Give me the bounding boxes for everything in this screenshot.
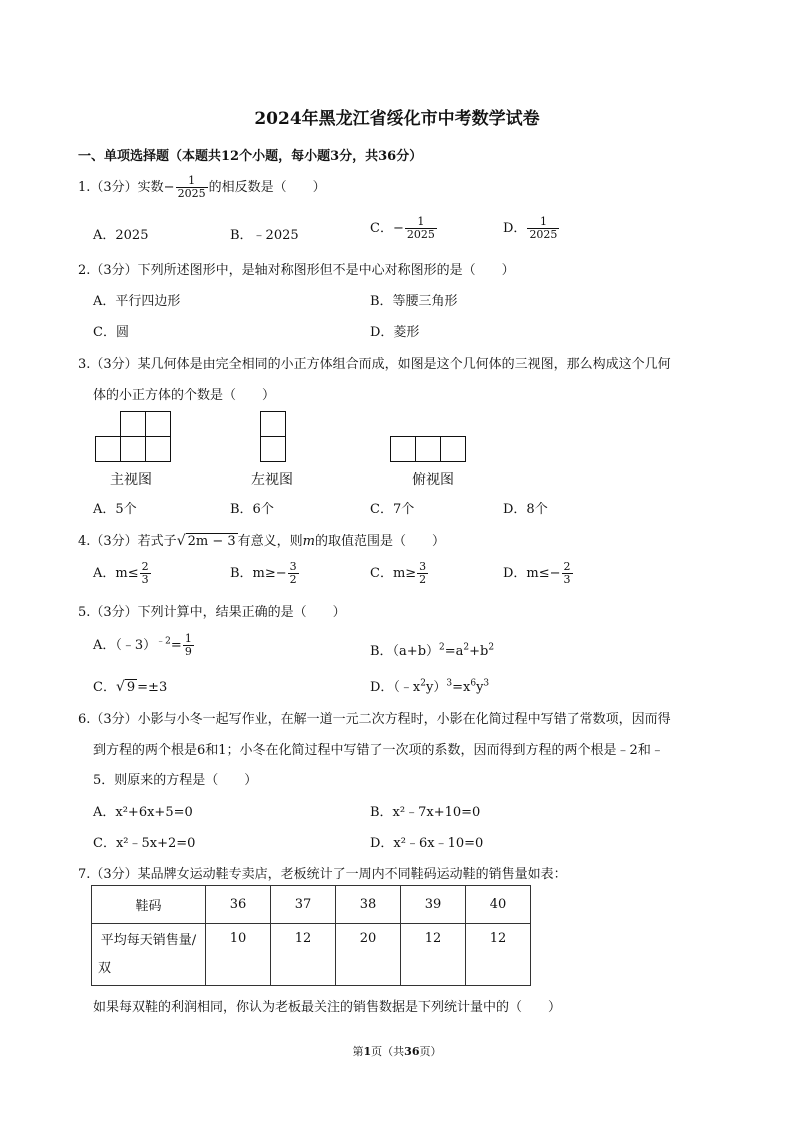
page-footer: 第1页（共36页）	[352, 1045, 442, 1058]
q3-option-d: D．8个	[503, 502, 548, 517]
table-header-cell: 36	[206, 886, 271, 924]
page-title: 2024年黑龙江省绥化市中考数学试卷	[254, 109, 540, 129]
q4-option-c: C．m≥ $\frac{3}{2}$	[370, 560, 427, 586]
q6-option-c: C．x²﹣5x+2=0	[93, 836, 196, 851]
q3-option-a: A．5个	[93, 502, 137, 517]
q2-option-c: C．圆	[93, 325, 129, 340]
front-view-label: 主视图	[110, 472, 152, 488]
q5-option-a: A．（﹣3）$^{﹣2}$= $\frac{1}{9}$	[93, 632, 192, 658]
top-view-label: 俯视图	[412, 472, 454, 488]
table-header-cell: 37	[271, 886, 336, 924]
question-2-stem: 2.（3分）下列所述图形中，是轴对称图形但不是中心对称图形的是（ ）	[78, 263, 515, 278]
table-cell: 20	[336, 924, 401, 986]
q3-option-b: B．6个	[230, 502, 274, 517]
q4-option-b: B．m≥− $\frac{3}{2}$	[230, 560, 297, 586]
question-3-stem-line1: 3.（3分）某几何体是由完全相同的小正方体组合而成，如图是这个几何体的三视图，那么构成这个几何	[78, 357, 671, 372]
q5-option-c: C．√ 9 =±3	[93, 679, 168, 695]
q6-option-d: D．x²﹣6x﹣10=0	[370, 836, 484, 851]
table-header-cell: 40	[466, 886, 531, 924]
table-row	[92, 924, 531, 986]
question-7-followup: 如果每双鞋的利润相同，你认为老板最关注的销售数据是下列统计量中的（ ）	[93, 1000, 562, 1015]
left-view-label: 左视图	[251, 472, 293, 488]
q5-option-b: B．$(a+b)^2=a^2+b^2$	[370, 642, 495, 659]
q4-option-a: A．m≤ $\frac{2}{3}$	[93, 560, 149, 586]
q2-option-a: A．平行四边形	[93, 294, 181, 309]
table-cell: 10	[206, 924, 271, 986]
question-1-stem: 1.（3分）实数− $\frac{1}{2025}$ 的相反数是（ ）	[78, 174, 326, 200]
q1-option-c: C．− $\frac{1}{2025}$	[370, 215, 435, 241]
question-3-stem-line2: 体的小正方体的个数是（ ）	[93, 388, 276, 403]
table-row-label: 平均每天销售量/ 双	[92, 924, 206, 986]
question-6-line2: 到方程的两个根是6和1；小冬在化简过程中写错了一次项的系数，因而得到方程的两个根是﹣2和﹣	[93, 743, 664, 758]
section-heading: 一、单项选择题（本题共12个小题，每小题3分，共36分）	[78, 149, 423, 164]
q6-option-b: B．x²﹣7x+10=0	[370, 805, 481, 820]
table-header-cell: 鞋码	[92, 886, 206, 924]
q1-option-b: B．﹣2025	[230, 228, 299, 243]
question-5-stem: 5.（3分）下列计算中，结果正确的是（ ）	[78, 605, 346, 620]
q5-option-d: D．$(﹣x^2y)^3=x^6y^3$	[370, 678, 490, 695]
table-cell: 12	[466, 924, 531, 986]
q3-option-c: C．7个	[370, 502, 415, 517]
q6-option-a: A．x²+6x+5=0	[93, 805, 193, 820]
q2-option-d: D．菱形	[370, 325, 420, 340]
q1-option-d: D． $\frac{1}{2025}$	[503, 215, 558, 241]
q4-radicand: 2m − 3	[187, 534, 236, 549]
question-7-stem: 7.（3分）某品牌女运动鞋专卖店，老板统计了一周内不同鞋码运动鞋的销售量如表：	[78, 867, 567, 882]
question-6-line1: 6.（3分）小影与小冬一起写作业，在解一道一元二次方程时，小影在化简过程中写错了常数项，因而得	[78, 712, 671, 727]
q1-option-a: A．2025	[93, 228, 149, 243]
question-6-line3: 5．则原来的方程是（ ）	[93, 773, 258, 788]
q2-option-b: B．等腰三角形	[370, 294, 458, 309]
table-row	[92, 886, 531, 924]
table-header-cell: 38	[336, 886, 401, 924]
question-4-stem: 4.（3分）若式子√ 2m − 3 有意义，则m的取值范围是（ ）	[78, 533, 445, 549]
table-cell: 12	[401, 924, 466, 986]
table-header-cell: 39	[401, 886, 466, 924]
table-cell: 12	[271, 924, 336, 986]
sales-table	[91, 885, 531, 986]
q4-option-d: D．m≤− $\frac{2}{3}$	[503, 560, 571, 586]
